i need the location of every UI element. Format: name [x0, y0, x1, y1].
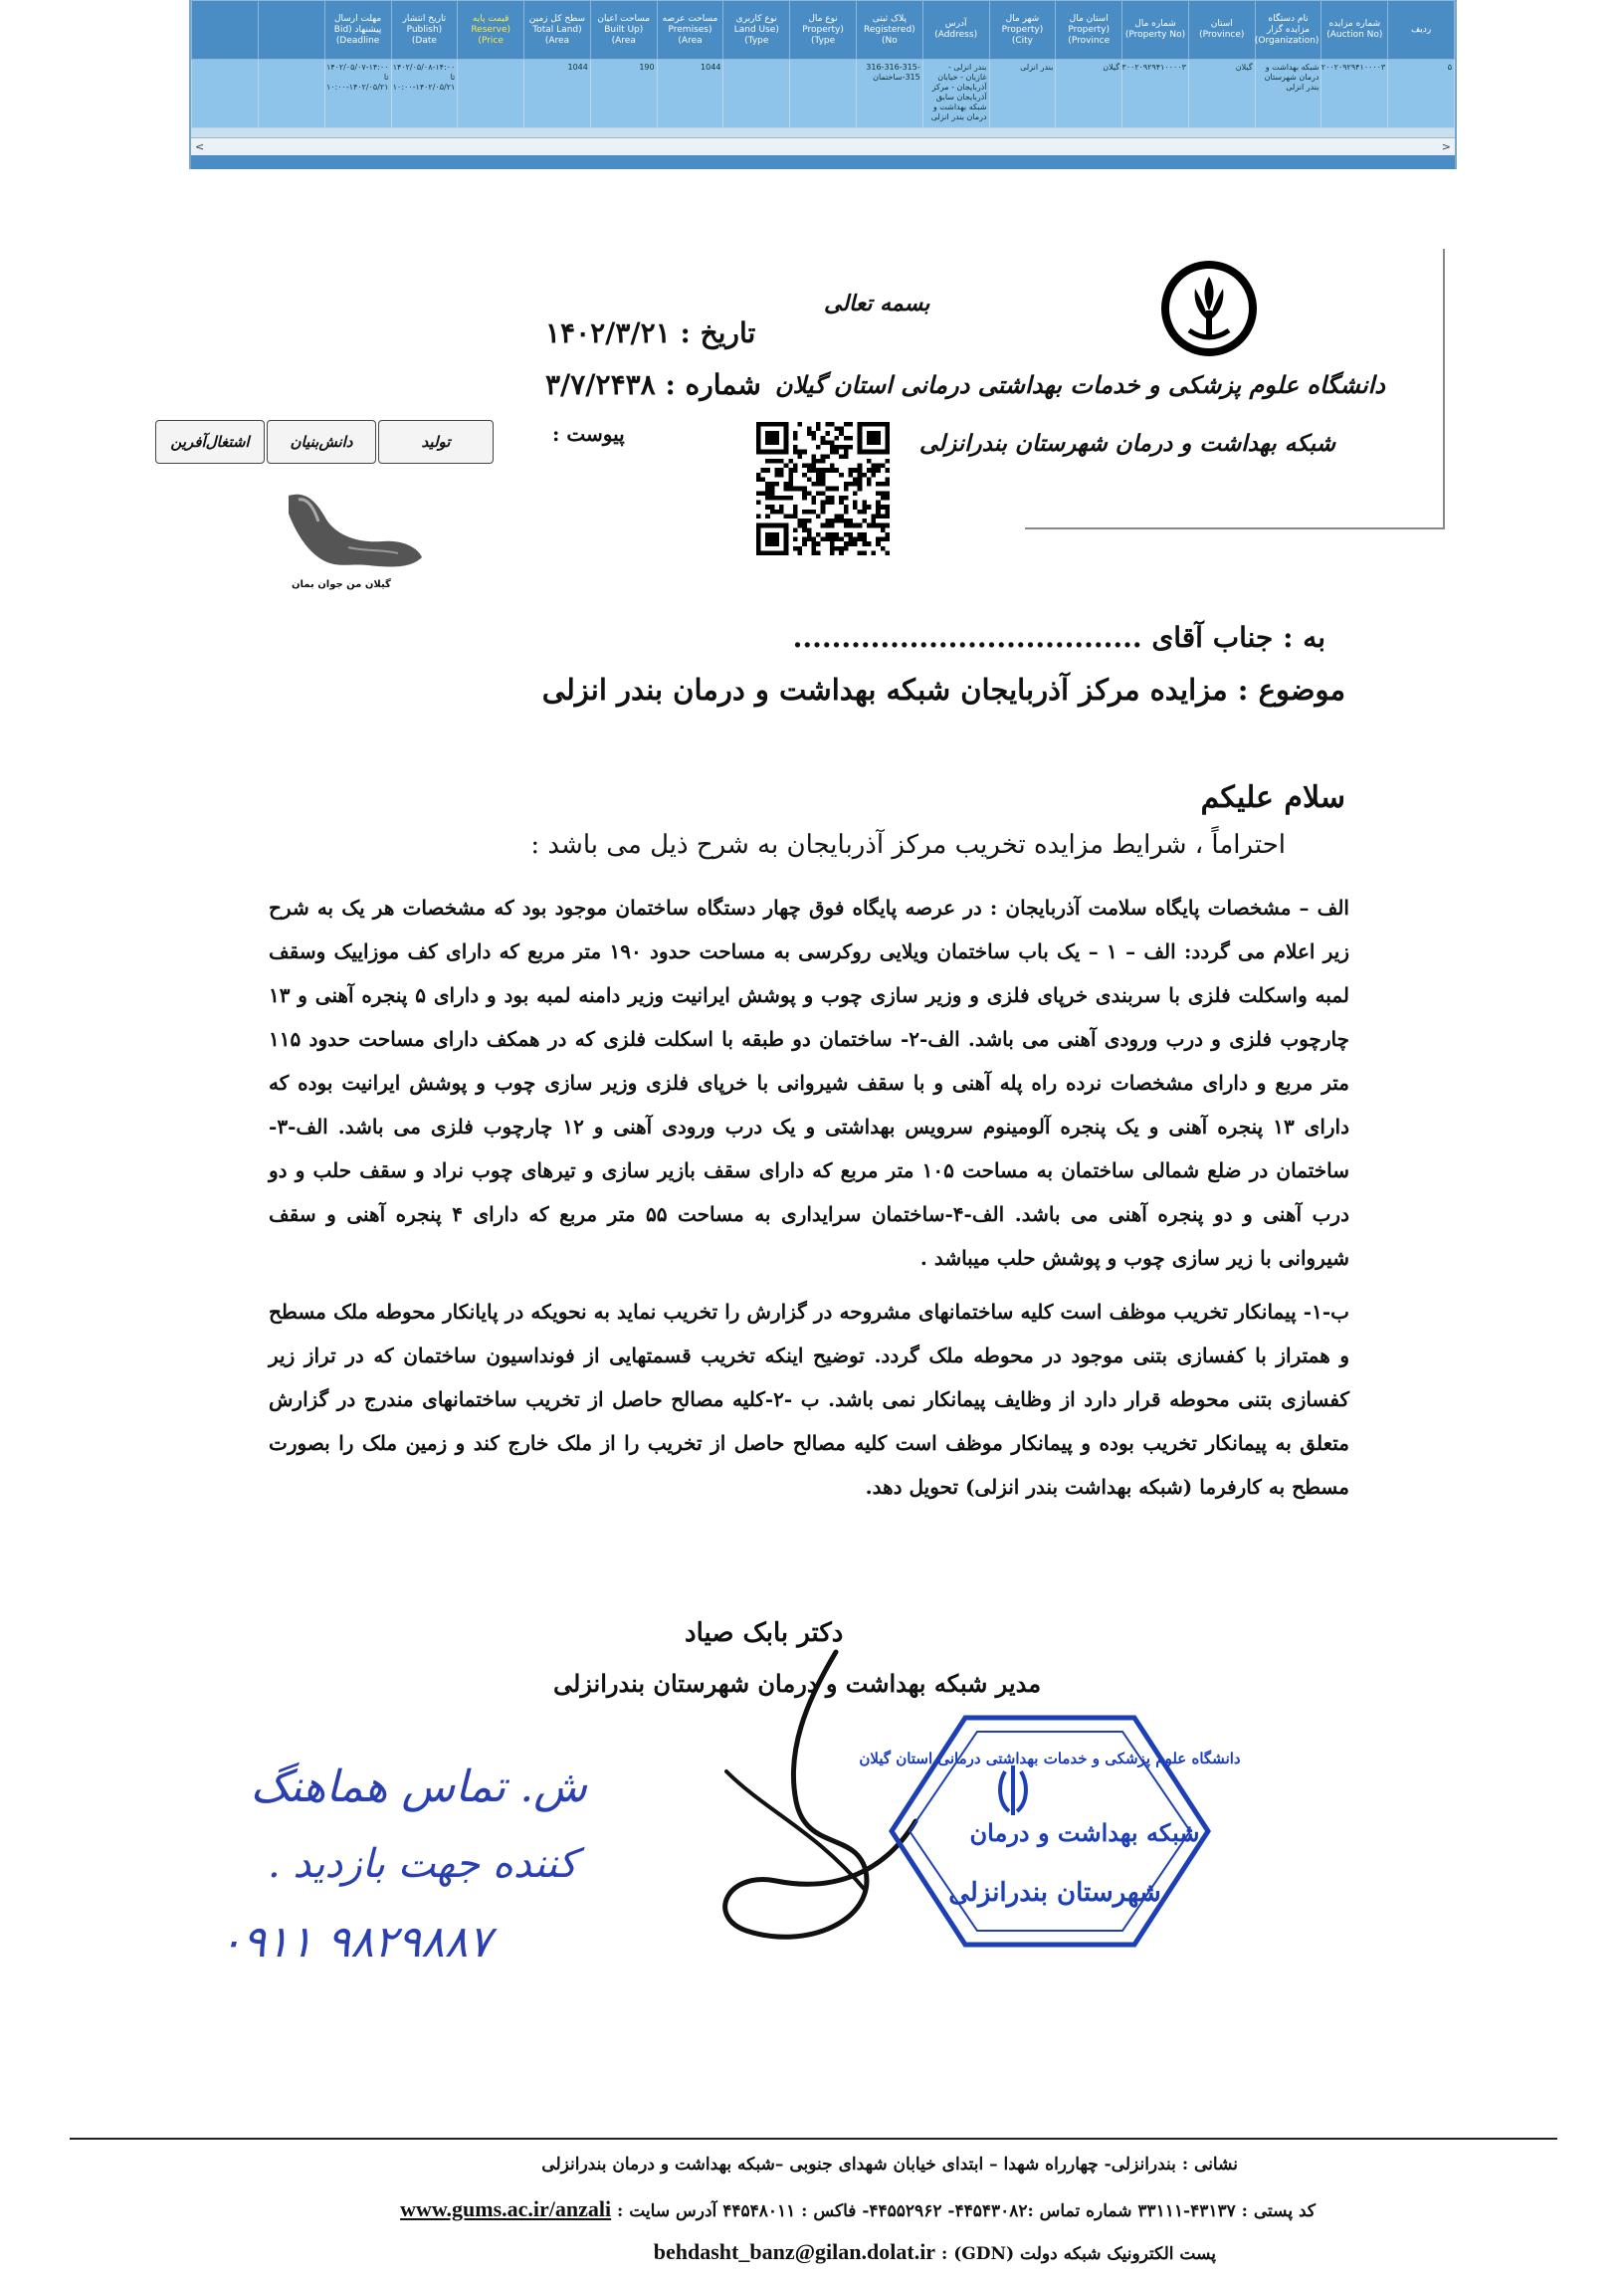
stamp-text-top: دانشگاه علوم پزشکی و خدمات بهداشتی درمانی استان گیلان: [859, 1750, 1241, 1767]
cell-bid-deadline: ۱۴۰۲/۰۵/۰۷-۱۴:۰۰ تا ۱۴۰۲/۰۵/۲۱-۱۰:۰۰: [324, 60, 391, 128]
intro-sentence: احتراماً ، شرایط مزایده تخریب مرکز آذربایجان به شرح ذیل می باشد :: [530, 830, 1286, 860]
handwritten-phone: ۰۹۱۱ ۹۸۲۹۸۸۷: [219, 1917, 492, 1967]
cell-publish-date: ۱۴۰۲/۰۵/۰۸-۱۴:۰۰ تا ۱۴۰۲/۰۵/۲۱-۱۰:۰۰: [391, 60, 458, 128]
auction-grid: [189, 0, 1457, 169]
paragraph-contractor-duties: ب-۱- پیمانکار تخریب موظف است کلیه ساختمانهای مشروحه در گزارش را تخریب نماید به نحویکه در پایانکار محوطه ملک مسطح و همتراز با کفسازی بتنی موجود در محوطه ملک گردد. توضیح اینکه تخریب قسمتهایی از فونداسیون ساختمان که در تراز زیر کفسازی بتنی محوطه قرار دارد از وظایف پیمانکار نمی باشد. ب -۲-کلیه مصالح حاصل از تخریب ساختمانهای مندرج در گزارش متعلق به پیمانکار تخریب بوده و پیمانکار موظف است کلیه مصالح حاصل از تخریب را از ملک خارج کند و زمین ملک را بصورت مسطح به کارفرما (شبکه بهداشت بندر انزلی) تحویل دهد.: [269, 1300, 1349, 1499]
date-label: تاریخ :: [680, 316, 756, 349]
cell-property-city: بندر انزلی: [989, 60, 1056, 128]
cell-property-type: [790, 60, 857, 128]
table-row[interactable]: [192, 60, 1455, 128]
column-header-address[interactable]: آدرس (Address): [922, 1, 989, 60]
paragraph-specifications: الف – مشخصات پایگاه سلامت آذربایجان : در عرصه پایگاه فوق چهار دستگاه ساختمان موجود بود که مشخصات هر یک به شرح زیر اعلام می گردد: الف – ۱ – یک باب ساختمان ویلایی روکرسی به مساحت حدود ۱۹۰ متر مربع که دارای کف موزاییک وسقف لمبه واسکلت فلزی با سربندی خرپای فلزی و وزیر سازی چوب و پوشش ایرانیت وزیر دامنه لمبه بود و دارای ۵ پنجره آهنی و ۱۳ چارچوب فلزی و درب ورودی آهنی می باشد. الف-۲- ساختمان دو طبقه با اسکلت فلزی که در همکف دارای مساحت حدود ۱۱۵ متر مربع و دارای مشخصات نرده راه پله آهنی و با سقف شیروانی با خرپای فلزی وزیر سازی چوب و پوشش ایرانیت بوده که دارای ۱۳ پنجره آهنی و یک پنجره آلومینوم سرویس بهداشتی و یک درب ورودی آهنی و ۱۲ چارچوب فلزی می باشد. الف-۳- ساختمان در ضلع شمالی ساختمان به مساحت ۱۰۵ متر مربع که دارای سقف بازیر سازی و تیرهای چوب نراد و سقف حلب و دو درب آهنی و دو پنجره آهنی می باشد. الف-۴-ساختمان سرایداری به مساحت ۵۵ متر مربع که دارای ۴ پنجره آهنی و سقف شیروانی با زیر سازی چوب و پوشش حلب میباشد .: [269, 896, 1350, 1270]
footer-phone-info: کد پستی : ۴۳۱۳۷-۳۳۱۱۱ شماره تماس :۴۴۵۴۳۰۸۲- ۴۴۵۵۲۹۶۲- فاکس : ۴۴۵۴۸۰۱۱ آدرس سایت :: [617, 2201, 1316, 2221]
cell-reserve-price: [458, 60, 524, 128]
subject-line: موضوع : مزایده مرکز آذربایجان شبکه بهداشت و درمان بندر انزلی: [541, 673, 1345, 707]
cell-premises-area: 1044: [657, 60, 723, 128]
cell-property-province: گیلان: [1056, 60, 1122, 128]
handwritten-line-2: کننده جهت بازدید .: [267, 1841, 577, 1887]
column-header-property-type[interactable]: نوع مال (Property Type): [790, 1, 857, 60]
column-header-row[interactable]: ردیف: [1388, 1, 1455, 60]
number-label: شماره :: [665, 368, 761, 401]
cell-organization: شبکه بهداشت و درمان شهرستان بندر انزلی: [1255, 60, 1321, 128]
cell-built-up-area: 190: [590, 60, 657, 128]
cell-row: ۵: [1388, 60, 1455, 128]
slogan-job-creating: اشتغال‌آفرین: [155, 420, 265, 464]
scroll-left-icon[interactable]: <: [195, 140, 205, 153]
cell-registered-no: 316-316-315-315-ساختمان: [856, 60, 922, 128]
greeting: سلام علیکم: [1200, 780, 1345, 815]
column-header-reserve-price[interactable]: قیمت پایه (Reserve Price): [458, 1, 524, 60]
basmala: بسمه تعالی: [824, 291, 930, 316]
column-header-property-province[interactable]: استان مال (Property Province): [1056, 1, 1122, 60]
footer-contact: [400, 2196, 1316, 2222]
cell-extra-1: [258, 60, 324, 128]
column-header-registered-no[interactable]: پلاک ثبتی (Registered No): [856, 1, 922, 60]
university-logo-icon: [1159, 259, 1259, 358]
footer-website-link[interactable]: www.gums.ac.ir/anzali: [400, 2196, 612, 2221]
column-header-extra-1[interactable]: [258, 1, 324, 60]
slogan-knowledge-based: دانش‌بنیان: [267, 420, 376, 464]
scroll-right-icon[interactable]: >: [1441, 140, 1451, 153]
signer-name: دکتر بابک صیاد: [685, 1618, 844, 1648]
map-caption: گیلان من جوان بمان: [292, 579, 391, 590]
column-header-property-no[interactable]: شماره مال (Property No): [1122, 1, 1189, 60]
qr-code-icon: [756, 422, 890, 555]
cell-extra-2: [192, 60, 259, 128]
column-header-organization[interactable]: نام دستگاه مزایده گزار (Organization): [1255, 1, 1321, 60]
gilan-map-icon: [279, 486, 428, 575]
auction-table: [191, 0, 1455, 128]
column-header-publish-date[interactable]: تاریخ انتشار (Publish Date): [391, 1, 458, 60]
university-name: دانشگاه علوم پزشکی و خدمات بهداشتی درمانی استان گیلان: [774, 370, 1385, 399]
letter-number: [545, 368, 761, 401]
signer-title: مدیر شبکه بهداشت و درمان شهرستان بندرانزلی: [553, 1669, 1042, 1698]
column-header-property-city[interactable]: شهر مال (Property City): [989, 1, 1056, 60]
column-header-premises-area[interactable]: مساحت عرصه (Premises Area): [657, 1, 723, 60]
column-header-total-land-area[interactable]: سطح کل زمین (Total Land Area): [524, 1, 591, 60]
network-name: شبکه بهداشت و درمان شهرستان بندرانزلی: [918, 430, 1335, 457]
stamp-text-mid: شبکه بهداشت و درمان: [969, 1818, 1200, 1847]
column-header-extra-2[interactable]: [192, 1, 259, 60]
number-value: ۳/۷/۲۴۳۸: [545, 368, 656, 401]
footer-email-link[interactable]: behdasht_banz@gilan.dolat.ir: [653, 2239, 936, 2264]
handwritten-line-1: ش. تماس هماهنگ: [250, 1761, 587, 1812]
iran-emblem-icon: [1000, 1765, 1026, 1815]
column-header-land-use[interactable]: نوع کاربری (Land Use Type): [723, 1, 790, 60]
column-header-auction-no[interactable]: شماره مزایده (Auction No): [1321, 1, 1388, 60]
stamp-text-bottom: شهرستان بندرانزلی: [948, 1878, 1161, 1908]
cell-total-land-area: 1044: [524, 60, 591, 128]
column-header-province[interactable]: استان (Province): [1188, 1, 1255, 60]
footer-email-label: پست الکترونیک شبکه دولت (GDN) :: [941, 2244, 1216, 2264]
date-value: ۱۴۰۲/۳/۲۱: [545, 316, 671, 349]
handwritten-note: [159, 1752, 597, 1990]
cell-address: بندر انزلی - غازیان - خیابان آذربایجان - مرکز آذربایجان سابق شبکه بهداشت و درمان بندر انزلی: [922, 60, 989, 128]
grid-footer-bar: [191, 155, 1455, 169]
footer-email-line: [654, 2239, 1216, 2265]
cell-land-use: [723, 60, 790, 128]
letter-date: [545, 316, 755, 349]
grid-header-row: [192, 1, 1455, 60]
cell-auction-no: ۲۰۰۲۰۹۲۹۴۱۰۰۰۰۳: [1321, 60, 1388, 128]
official-stamp: [859, 1712, 1241, 1951]
column-header-bid-deadline[interactable]: مهلت ارسال پیشنهاد (Bid Deadline): [324, 1, 391, 60]
cell-property-no: ۳۰۰۲۰۹۲۹۴۱۰۰۰۰۳: [1122, 60, 1189, 128]
recipient-line: به : جناب آقای ....................................: [792, 621, 1325, 654]
column-header-built-up-area[interactable]: مساحت اعیان (Built Up Area): [590, 1, 657, 60]
attachment-label: پیوست :: [552, 422, 625, 446]
slogan-production: تولید: [378, 420, 494, 464]
cell-province: گیلان: [1188, 60, 1255, 128]
footer-address: نشانی : بندرانزلی- چهارراه شهدا – ابتدای خیابان شهدای جنوبی –شبکه بهداشت و درمان بندرانزلی: [541, 2155, 1238, 2174]
horizontal-scrollbar[interactable]: [191, 137, 1455, 156]
